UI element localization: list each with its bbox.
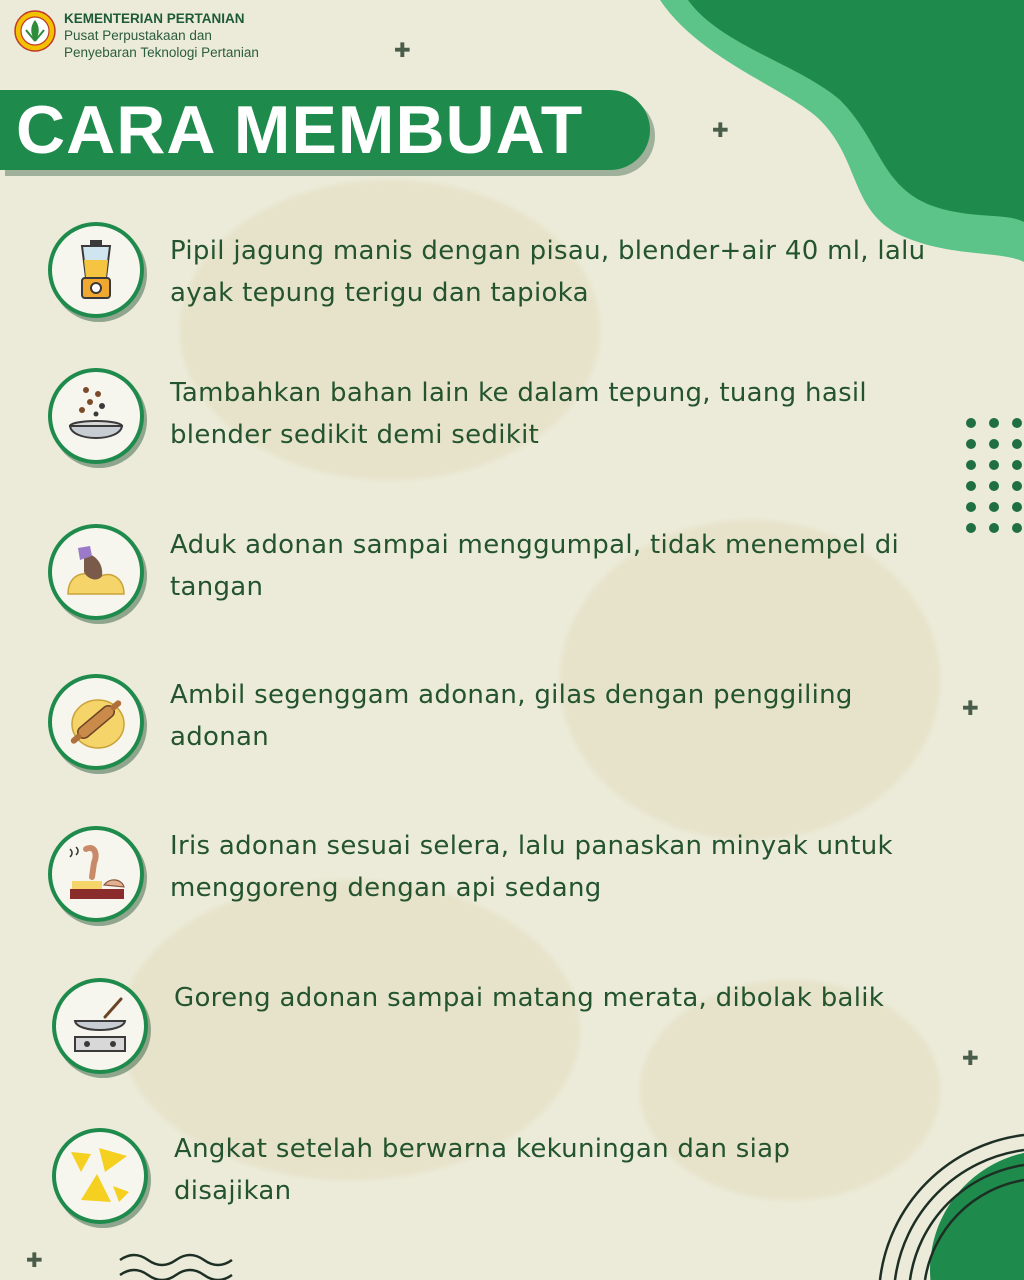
step-text — [174, 977, 964, 1019]
plus-icon: ✚ — [712, 118, 729, 142]
page-title: CARA MEMBUAT — [16, 92, 584, 168]
organization-block — [64, 10, 259, 61]
step-text-line: Goreng adonan sampai matang merata, dibolak balik — [174, 983, 885, 1013]
plus-icon: ✚ — [962, 696, 979, 720]
plus-icon: ✚ — [26, 1248, 43, 1272]
frying-pan-stove-icon — [52, 978, 148, 1074]
bottom-wavy-lines — [120, 1255, 232, 1280]
step-text-line: Aduk adonan sampai menggumpal, tidak menempel di — [170, 530, 900, 560]
organization-subtitle-line1: Pusat Perpustakaan dan — [64, 28, 212, 43]
step-text — [170, 674, 960, 758]
step-text-line: ayak tepung terigu dan tapioka — [170, 278, 589, 308]
step-text — [174, 1128, 964, 1212]
organization-title: KEMENTERIAN PERTANIAN — [64, 11, 245, 26]
blender-icon — [48, 222, 144, 318]
step-text — [170, 524, 960, 608]
step-text — [170, 230, 960, 314]
step-text — [170, 372, 960, 456]
step-text-line: blender sedikit demi sedikit — [170, 420, 540, 450]
step-text — [170, 825, 960, 909]
organization-subtitle-line2: Penyebaran Teknologi Pertanian — [64, 45, 259, 60]
ministry-logo-icon — [14, 10, 56, 52]
kneading-dough-icon — [48, 524, 144, 620]
chips-icon — [52, 1128, 148, 1224]
step-text-line: menggoreng dengan api sedang — [170, 873, 602, 903]
title-banner — [0, 90, 650, 170]
mixing-bowl-icon — [48, 368, 144, 464]
header — [14, 10, 259, 61]
plus-icon: ✚ — [962, 1046, 979, 1070]
step-text-line: Tambahkan bahan lain ke dalam tepung, tuang hasil — [170, 378, 867, 408]
step-text-line: Ambil segenggam adonan, gilas dengan penggiling — [170, 680, 853, 710]
rolling-pin-icon — [48, 674, 144, 770]
step-text-line: tangan — [170, 572, 264, 602]
step-text-line: disajikan — [174, 1176, 292, 1206]
step-text-line: Pipil jagung manis dengan pisau, blender+air 40 ml, lalu — [170, 236, 926, 266]
dot-grid-decoration — [966, 418, 1024, 533]
step-text-line: Iris adonan sesuai selera, lalu panaskan minyak untuk — [170, 831, 893, 861]
plus-icon: ✚ — [394, 38, 411, 62]
step-text-line: Angkat setelah berwarna kekuningan dan siap — [174, 1134, 791, 1164]
step-text-line: adonan — [170, 722, 270, 752]
top-right-dark-wave — [688, 0, 1024, 222]
slicing-icon — [48, 826, 144, 922]
